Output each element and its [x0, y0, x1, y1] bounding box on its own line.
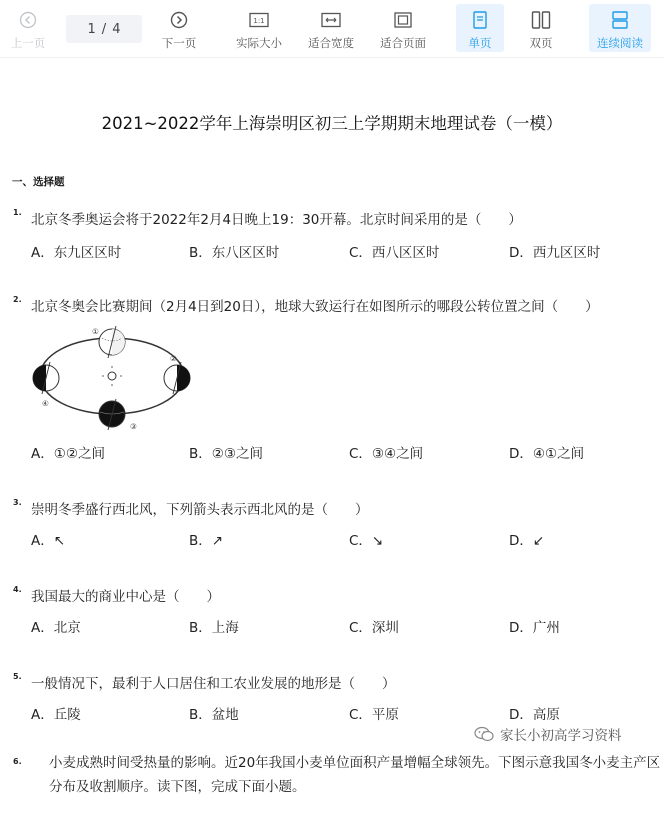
option-b: B．↗ [189, 533, 224, 549]
exam-title: 2021~2022学年上海崇明区初三上学期期末地理试卷（一模） [101, 114, 563, 133]
question-number: 2. [13, 295, 22, 304]
fit-width-icon [321, 10, 341, 30]
option-a: A．东九区区时 [31, 245, 122, 261]
question-number: 1. [13, 208, 22, 217]
chevron-right-circle-icon [169, 10, 189, 30]
question-text: 我国最大的商业中心是（ ） [31, 589, 220, 605]
fit-width-button[interactable] [302, 4, 360, 52]
options-row [0, 529, 664, 549]
option-b: B．东八区区时 [189, 245, 280, 261]
chevron-left-circle-icon [18, 10, 38, 30]
earth-bottom [99, 399, 137, 431]
options-row [0, 241, 664, 261]
double-page-icon [531, 10, 551, 30]
option-a: A．北京 [31, 620, 81, 636]
document-page [0, 58, 664, 821]
orbit-label-3: ③ [130, 422, 137, 431]
actual-size-label: 实际大小 [236, 36, 282, 50]
option-a: A．丘陵 [31, 707, 81, 723]
earth-orbit-figure [30, 320, 200, 432]
actual-size-button[interactable] [230, 4, 288, 52]
page-separator: / [101, 21, 107, 37]
wechat-icon [474, 726, 494, 742]
single-page-icon [470, 10, 490, 30]
single-page-button[interactable] [456, 4, 504, 52]
option-b: B．盆地 [189, 707, 239, 723]
option-a: A．↖ [31, 533, 66, 549]
earth-top [92, 326, 125, 358]
page-current[interactable]: 1 [87, 21, 96, 37]
fit-page-icon [393, 10, 413, 30]
question-text: 一般情况下，最利于人口居住和工农业发展的地形是（ ） [31, 676, 396, 692]
option-c: C．平原 [349, 707, 399, 723]
question-text: 小麦成熟时间受热量的影响。近20年我国小麦单位面积产量增幅全球领先。下图示意我国冬小麦主产区分布及收割顺序。读下图，完成下面小题。 [49, 755, 661, 795]
option-b: B．②③之间 [189, 446, 263, 462]
options-row [0, 616, 664, 636]
option-d: D．西九区区时 [509, 245, 601, 261]
option-d: D．↙ [509, 533, 545, 549]
option-c: C．↘ [349, 533, 384, 549]
option-d: D．高原 [509, 707, 560, 723]
next-page-button[interactable] [155, 4, 203, 52]
orbit-label-4: ④ [42, 399, 49, 408]
question-number: 6. [13, 757, 22, 766]
option-a: A．①②之间 [31, 446, 105, 462]
question-number: 4. [13, 585, 22, 594]
continuous-reading-button[interactable] [589, 4, 651, 52]
sun-icon [108, 372, 116, 380]
watermark-text: 家长小初高学习资料 [500, 728, 622, 744]
svg-text:1:1: 1:1 [253, 17, 265, 25]
fit-page-button[interactable] [374, 4, 432, 52]
watermark [474, 724, 622, 744]
page-indicator[interactable] [66, 15, 142, 43]
prev-page-button[interactable] [4, 4, 52, 52]
question-text: 北京冬季奥运会将于2022年2月4日晚上19：30开幕。北京时间采用的是（ ） [31, 212, 522, 228]
fit-width-label: 适合宽度 [308, 36, 354, 50]
page-total: 4 [112, 21, 121, 37]
next-page-label: 下一页 [161, 36, 197, 50]
question-number: 5. [13, 672, 22, 681]
option-d: D．④①之间 [509, 446, 585, 462]
question-2-options [0, 442, 664, 462]
single-page-label: 单页 [468, 36, 492, 50]
question-text: 北京冬奥会比赛期间（2月4日到20日），地球大致运行在如图所示的哪段公转位置之间（ ） [31, 299, 599, 315]
question-number: 3. [13, 498, 22, 507]
prev-page-label: 上一页 [10, 36, 46, 50]
fit-page-label: 适合页面 [380, 36, 426, 50]
orbit-label-2: ② [170, 354, 177, 363]
double-page-label: 双页 [529, 36, 553, 50]
double-page-button[interactable] [517, 4, 565, 52]
option-c: C．③④之间 [349, 446, 424, 462]
continuous-reading-icon [610, 10, 630, 30]
option-b: B．上海 [189, 620, 239, 636]
section-heading: 一、选择题 [12, 176, 65, 188]
option-c: C．深圳 [349, 620, 399, 636]
option-d: D．广州 [509, 620, 560, 636]
continuous-reading-label: 连续阅读 [597, 36, 643, 50]
option-c: C．西八区区时 [349, 245, 440, 261]
options-row [0, 703, 664, 723]
question-text: 崇明冬季盛行西北风，下列箭头表示西北风的是（ ） [31, 502, 369, 518]
earth-left [33, 362, 59, 408]
orbit-label-1: ① [92, 327, 99, 336]
actual-size-icon [249, 10, 269, 30]
viewer-toolbar [0, 0, 664, 58]
